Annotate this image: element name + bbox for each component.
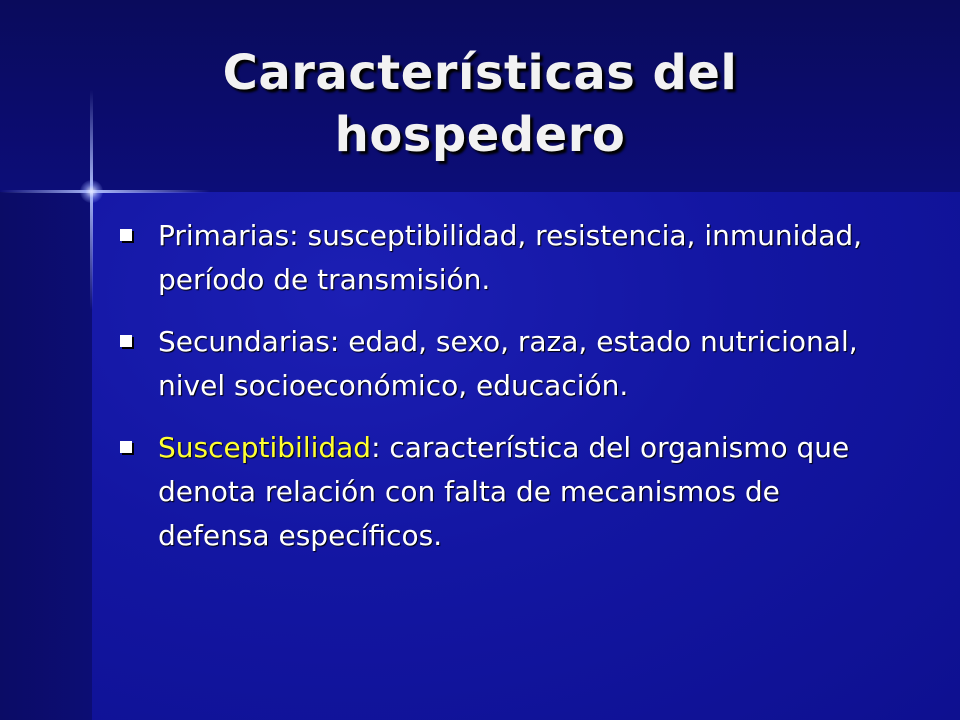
- highlighted-term: Susceptibilidad: [158, 431, 372, 464]
- slide-title: Características del hospedero: [222, 45, 738, 163]
- bullet-item-primarias: [120, 214, 900, 302]
- light-flare-horizontal: [0, 190, 210, 193]
- slide-left-band: [0, 192, 92, 720]
- bullet-text: : característica del organismo que denota relación con falta de mecanismos de defensa específicos.: [158, 431, 850, 552]
- square-bullet-icon: [120, 229, 132, 241]
- bullet-item-susceptibilidad: [120, 426, 900, 558]
- bullet-list: [120, 214, 900, 576]
- bullet-text: Primarias: susceptibilidad, resistencia, inmunidad, período de transmisión.: [158, 219, 863, 296]
- bullet-text: Secundarias: edad, sexo, raza, estado nutricional, nivel socioeconómico, educación.: [158, 325, 858, 402]
- square-bullet-icon: [120, 335, 132, 347]
- square-bullet-icon: [120, 441, 132, 453]
- light-flare-star-icon: [80, 180, 103, 203]
- bullet-item-secundarias: [120, 320, 900, 408]
